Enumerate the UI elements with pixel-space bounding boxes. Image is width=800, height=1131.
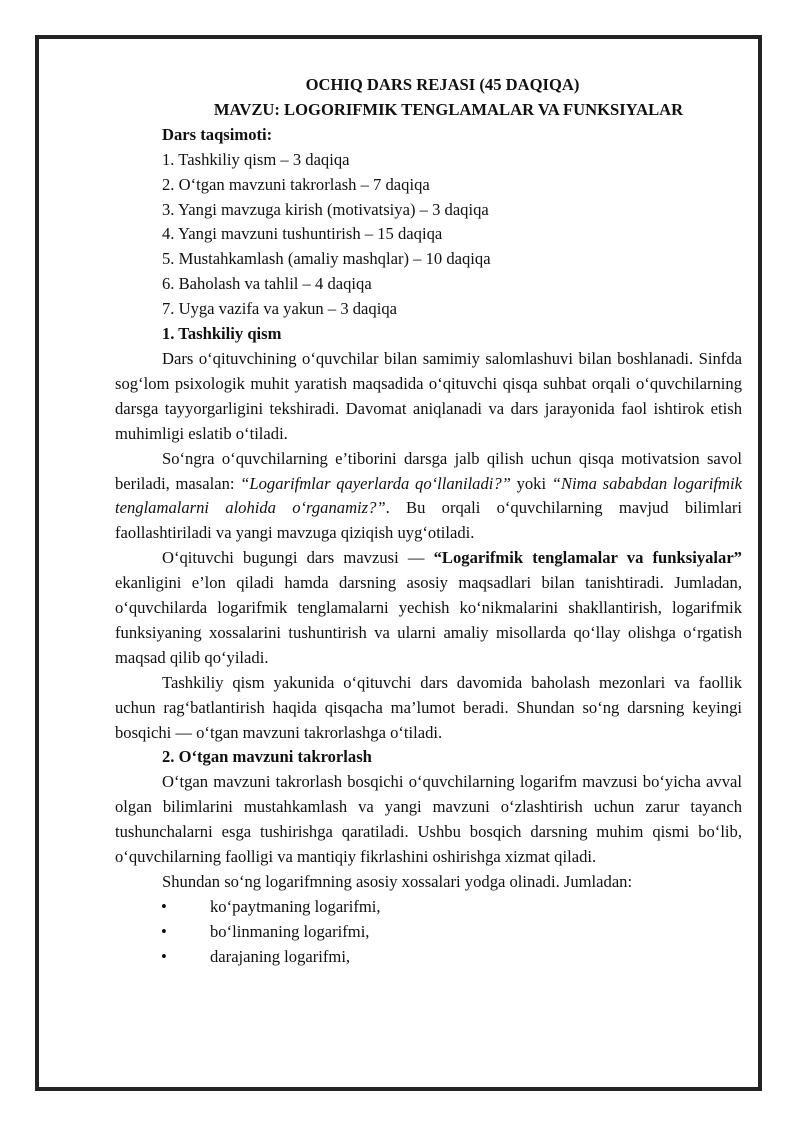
bullet-text: ko‘paytmaning logarifmi, [210,896,381,916]
schedule-item: 3. Yangi mavzuga kirish (motivatsiya) – 3 daqiqa [162,199,489,219]
schedule-heading: Dars taqsimoti: [162,124,273,144]
schedule-item: 7. Uyga vazifa va yakun – 3 daqiqa [162,299,397,319]
paragraph-3 [115,546,742,671]
paragraph-4: Tashkiliy qism yakunida o‘qituvchi dars davomida baholash mezonlari va faollik uchun rag‘batlantirish haqida qisqacha ma’lumot beradi. Shundan so‘ng darsning keyingi bosqichi — o‘tgan mavzuni takrorlashga o‘tiladi. [115,672,742,742]
paragraph-3-text-a: O‘qituvchi bugungi dars mavzusi — [162,548,434,568]
schedule-item: 6. Baholash va tahlil – 4 daqiqa [162,274,372,294]
paragraph-2 [115,447,742,547]
bullet-text: bo‘linmaning logarifmi, [210,921,370,941]
lesson-topic: “Logarifmik tenglamalar va funksiyalar” [433,548,742,568]
paragraph-2-text-b: yoki [510,473,552,493]
bullet-icon: • [161,946,167,966]
bullet-icon: • [161,896,167,916]
bullet-item [115,895,742,920]
paragraph-1: Dars o‘qituvchining o‘quvchilar bilan samimiy salomlashuvi bilan boshlanadi. Sinfda sog‘lom psixologik muhit yaratish maqsadida o‘qituvchi qisqa suhbat orqali o‘quvchilarning darsga tayyorgarligini tekshiradi. Davomat aniqlanadi va dars jarayonida faol ishtirok etish muhimligi eslatib o‘tiladi. [115,348,742,443]
schedule-item: 2. O‘tgan mavzuni takrorlash – 7 daqiqa [162,174,430,194]
section-1-heading: 1. Tashkiliy qism [162,324,282,344]
section-2-heading: 2. O‘tgan mavzuni takrorlash [162,747,372,767]
paragraph-6: Shundan so‘ng logarifmning asosiy xossalari yodga olinadi. Jumladan: [162,872,633,891]
schedule-item: 4. Yangi mavzuni tushuntirish – 15 daqiqa [162,224,443,244]
bullet-text: darajaning logarifmi, [210,946,351,966]
bullet-item [115,920,742,945]
paragraph-2-text-a: So‘ngra o‘quvchilarning e’tiborini darsga jalb qilish uchun qisqa motivatsion savol beriladi, masalan: [115,448,742,493]
schedule-item: 5. Mustahkamlash (amaliy mashqlar) – 10 daqiqa [162,249,491,269]
motivation-question-1: “Logarifmlar qayerlarda qo‘llaniladi?” [240,473,511,493]
paragraph-5: O‘tgan mavzuni takrorlash bosqichi o‘quvchilarning logarifm mavzusi bo‘yicha avval olgan bilimlarini mustahkamlash va yangi mavzuni o‘zlashtirish uchun zarur tayanch tushunchalarni esga tushirishga qaratiladi. Ushbu bosqich darsning muhim qismi bo‘lib, o‘quvchilarning faolligi va mantiqiy fikrlashini oshirishga xizmat qiladi. [115,772,742,867]
motivation-question-2: “Nima sababdan logarifmik tenglamalarni alohida o‘rganamiz?” [115,473,742,518]
paragraph-3-text-b: ekanligini e’lon qiladi hamda darsning asosiy maqsadlari bilan tanishtiradi. Jumladan, o‘quvchilarda logarifmik tenglamalarni yechish ko‘nikmalarini shakllantirish, logarifmik funksiyaning xossalarini tushuntirish va ularni amaliy misollarda qo‘llay olishga o‘rgatish maqsad qilib qo‘yiladi. [115,573,742,667]
bullet-item [115,945,742,970]
bullet-icon: • [161,921,167,941]
paragraph-2-text-c: . Bu orqali o‘quvchilarning mavjud bilimlari faollashtiriladi va yangi mavzuga qiziqish uyg‘otiladi. [115,498,742,543]
schedule-item: 1. Tashkiliy qism – 3 daqiqa [162,149,350,169]
document-title: OCHIQ DARS REJASI (45 DAQIQA) [305,75,580,94]
document-body [115,73,742,970]
document-subtitle: MAVZU: LOGORIFMIK TENGLAMALAR VA FUNKSIYALAR [213,99,684,119]
